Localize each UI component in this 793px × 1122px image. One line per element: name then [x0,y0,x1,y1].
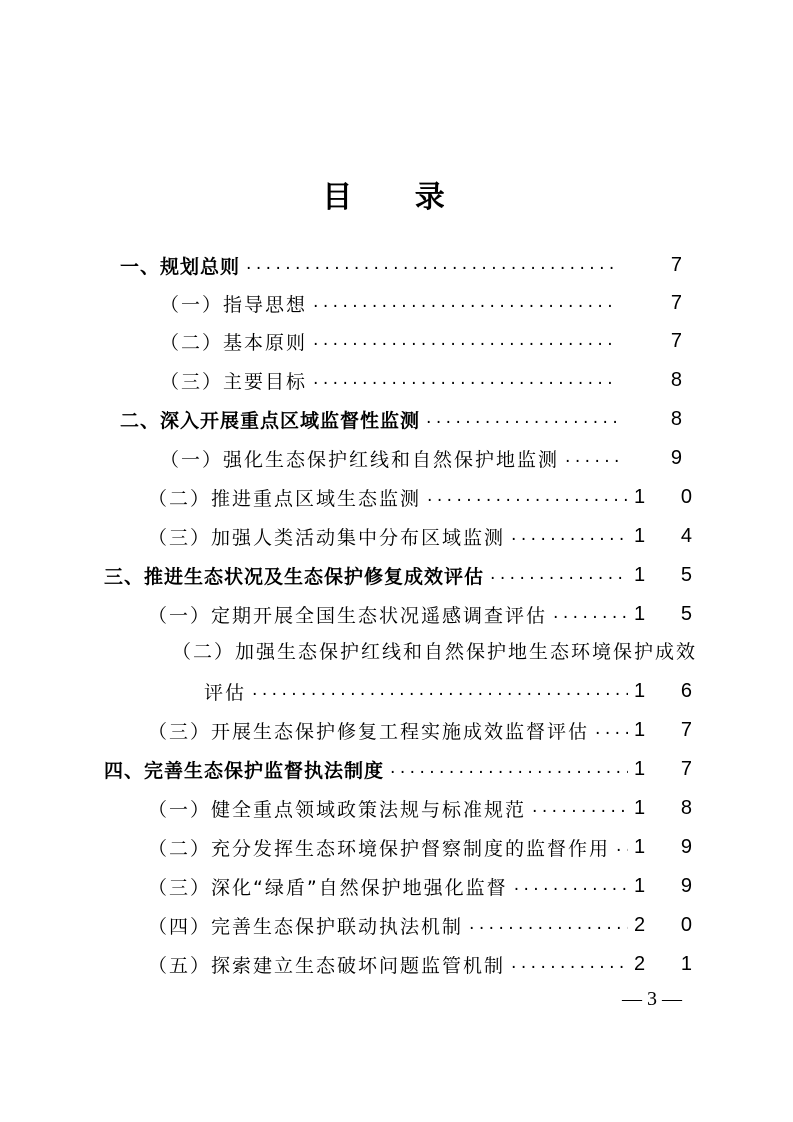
toc-page-number: 1 8 [634,796,692,819]
toc-entry-label-line1[interactable]: （二）加强生态保护红线和自然保护地生态环境保护成效 [172,641,698,663]
toc-entry[interactable] [148,832,692,862]
toc-page-number: 7 [670,291,682,314]
toc-entry-label: （一）指导思想 [160,293,308,316]
toc-entry-label: （二）充分发挥生态环境保护督察制度的监督作用 [148,837,611,860]
toc-entry[interactable] [204,676,692,706]
toc-leader-dots [246,250,618,280]
toc-leader-dots [616,832,628,862]
toc-leader-dots [313,288,618,318]
toc-leader-dots [565,443,618,473]
toc-entry-label: （三）深化“绿盾”自然保护地强化监督 [148,876,508,899]
toc-entry[interactable] [160,326,682,356]
toc-entry-label: 评估 [204,681,247,704]
toc-entry[interactable] [148,871,692,901]
toc-entry-label: （一）强化生态保护红线和自然保护地监测 [160,448,560,471]
toc-leader-dots [426,404,618,434]
toc-entry-label: 四、完善生态保护监督执法制度 [104,759,385,782]
toc-page-number: 1 9 [634,874,692,897]
toc-entry-label: （二）基本原则 [160,331,308,354]
page-title: 目 录 [322,180,471,215]
toc-page-number: 7 [670,253,682,276]
toc-entry[interactable] [148,949,692,979]
toc-entry[interactable] [160,443,682,473]
toc-entry-label: （三）开展生态保护修复工程实施成效监督评估 [148,720,590,743]
toc-page-number: 1 9 [634,835,692,858]
toc-entry-label: （五）探索建立生态破坏问题监管机制 [148,954,506,977]
toc-page-number: 8 [670,407,682,430]
toc-page-number: 7 [670,329,682,352]
toc-entry[interactable] [120,404,682,434]
toc-entry[interactable] [148,521,692,551]
toc-entry[interactable] [160,365,682,395]
toc-page-number: 1 4 [634,524,692,547]
toc-entry-label: （三）加强人类活动集中分布区域监测 [148,526,506,549]
toc-page-number: 1 7 [634,757,692,780]
toc-leader-dots [390,754,628,784]
toc-entry[interactable] [148,715,692,745]
toc-entry-label: （一）定期开展全国生态状况遥感调查评估 [148,604,548,627]
toc-entry[interactable] [104,754,692,784]
page-footer-number: — 3 — [622,988,682,1010]
toc-leader-dots [553,599,628,629]
toc-entry-label: （一）健全重点领域政策法规与标准规范 [148,798,527,821]
toc-leader-dots [595,715,628,745]
toc-entry-label: （二）推进重点区域生态监测 [148,487,422,510]
toc-leader-dots [490,560,628,590]
toc-entry[interactable] [148,482,692,512]
toc-leader-dots [469,910,628,940]
toc-entry[interactable] [104,560,692,590]
toc-page-number: 8 [670,368,682,391]
toc-entry[interactable] [120,250,682,280]
toc-entry-label: 二、深入开展重点区域监督性监测 [120,409,421,432]
toc-leader-dots [252,676,628,706]
toc-entry-label: 一、规划总则 [120,255,241,278]
toc-entry-label: （四）完善生态保护联动执法机制 [148,915,464,938]
toc-entry[interactable] [148,599,692,629]
toc-page-number: 2 0 [634,913,692,936]
toc-entry-label: 三、推进生态状况及生态保护修复成效评估 [104,565,485,588]
toc-leader-dots [313,326,618,356]
toc-leader-dots [511,521,628,551]
toc-entry[interactable] [160,288,682,318]
toc-leader-dots [427,482,628,512]
toc-page-number: 1 5 [634,602,692,625]
toc-leader-dots [313,365,618,395]
toc-leader-dots [514,871,628,901]
toc-page-number: 1 6 [634,679,692,702]
toc-entry[interactable] [148,793,692,823]
toc-page-number: 1 7 [634,718,692,741]
toc-leader-dots [511,949,628,979]
toc-entry[interactable] [148,910,692,940]
toc-entry-label: （三）主要目标 [160,370,308,393]
toc-page-number: 2 1 [634,952,692,975]
toc-page-number: 1 5 [634,563,692,586]
toc-leader-dots [532,793,628,823]
toc-page-number: 9 [670,446,682,469]
toc-page-number: 1 0 [634,485,692,508]
